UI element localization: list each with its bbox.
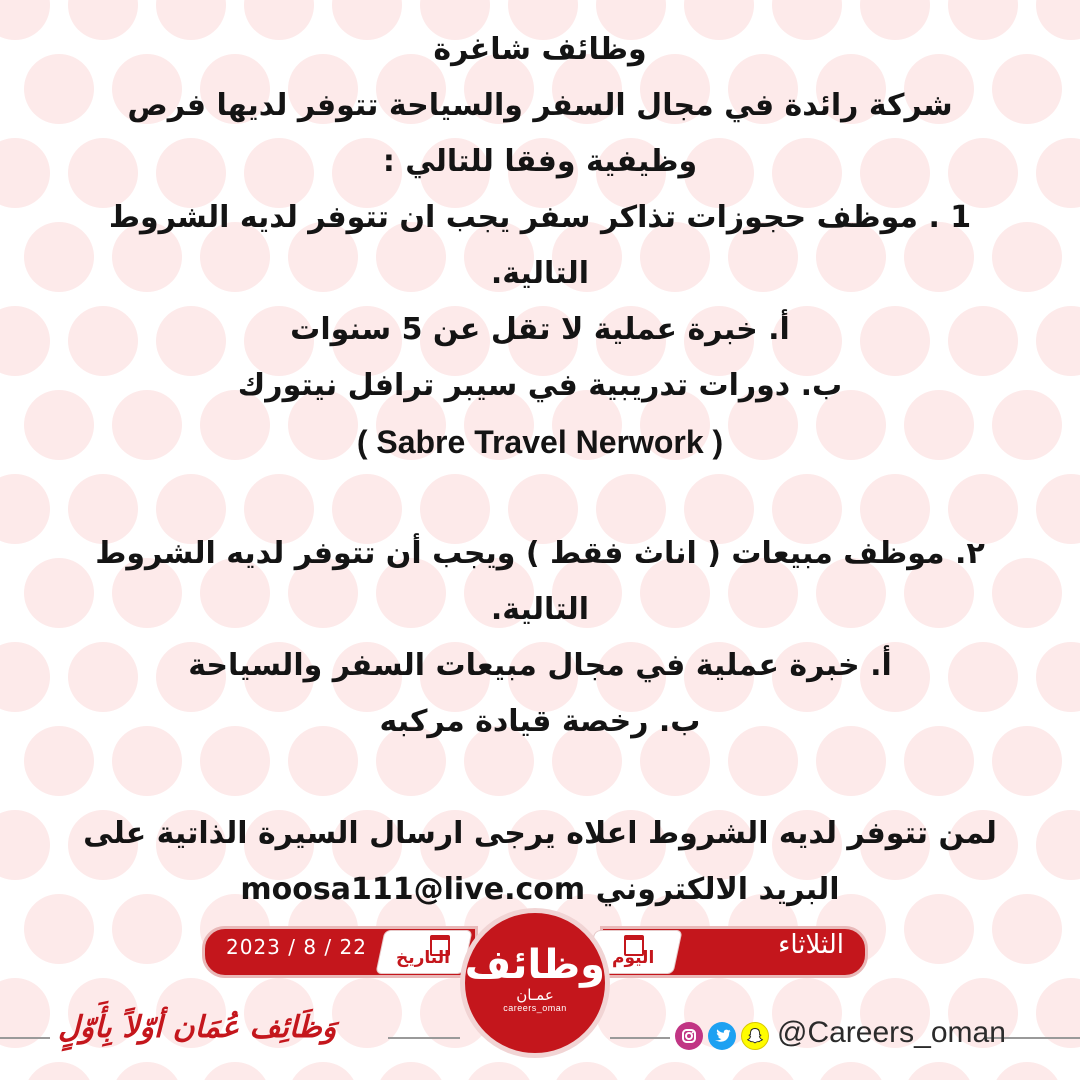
logo-title: وظائف [464, 942, 605, 988]
watermark-circle [640, 1062, 710, 1080]
job2-title-line-2: التالية. [490, 592, 590, 627]
watermark-circle [288, 1062, 358, 1080]
watermark-circle [552, 1062, 622, 1080]
watermark-circle [904, 1062, 974, 1080]
intro-line-2: وظيفية وفقا للتالي : [382, 144, 698, 179]
watermark-circle [112, 1062, 182, 1080]
job1-requirement-b-english: ( Sabre Travel Nerwork ) [356, 424, 724, 460]
watermark-circle [816, 1062, 886, 1080]
job2-title-line-1: ٢. موظف مبيعات ( اناث فقط ) ويجب أن تتوفر لديه الشروط [95, 536, 985, 571]
watermark-circle [728, 1062, 798, 1080]
day-label: اليوم [612, 948, 655, 968]
job-announcement [0, 22, 1080, 918]
job1-title-line-2: التالية. [490, 256, 590, 291]
instagram-icon[interactable] [675, 1022, 703, 1050]
watermark-circle [992, 1062, 1062, 1080]
spacer [0, 470, 1080, 526]
date-value: 2023 / 8 / 22 [226, 935, 367, 959]
careers-oman-logo [460, 908, 610, 1058]
watermark-circle [200, 1062, 270, 1080]
job2-requirement-b: ب. رخصة قيادة مركبه [379, 704, 701, 739]
job1-requirement-a: أ. خبرة عملية لا تقل عن 5 سنوات [290, 312, 790, 347]
watermark-circle [464, 1062, 534, 1080]
divider-left [0, 1037, 50, 1039]
apply-line-1: لمن تتوفر لديه الشروط اعلاه يرجى ارسال السيرة الذاتية على [83, 816, 997, 851]
watermark-circle [376, 1062, 446, 1080]
divider-mid-left [388, 1037, 460, 1039]
logo-handle: careers_oman [503, 1003, 567, 1013]
day-value: الثلاثاء [778, 930, 844, 960]
job1-requirement-b: ب. دورات تدريبية في سيبر ترافل نيتورك [237, 368, 843, 403]
logo-subtitle: عمـان [516, 986, 554, 1004]
snapchat-icon[interactable] [741, 1022, 769, 1050]
job1-title-line-1: 1 . موظف حجوزات تذاكر سفر يجب ان تتوفر لديه الشروط [108, 200, 972, 235]
watermark-circle [24, 1062, 94, 1080]
twitter-icon[interactable] [708, 1022, 736, 1050]
intro-line-1: شركة رائدة في مجال السفر والسياحة تتوفر لديها فرص [127, 88, 953, 123]
slogan: وَظَائِف عُمَان أوّلاً بِأَوّلٍ [58, 1010, 337, 1045]
social-handle[interactable]: @Careers_oman [777, 1016, 1006, 1049]
announcement-title: وظائف شاغرة [433, 32, 647, 67]
apply-line-2-email[interactable]: البريد الالكتروني moosa111@live.com [240, 872, 840, 907]
spacer [0, 750, 1080, 806]
job2-requirement-a: أ. خبرة عملية في مجال مبيعات السفر والسياحة [188, 648, 892, 683]
divider-mid-right [610, 1037, 670, 1039]
date-label: التاريخ [396, 948, 450, 968]
